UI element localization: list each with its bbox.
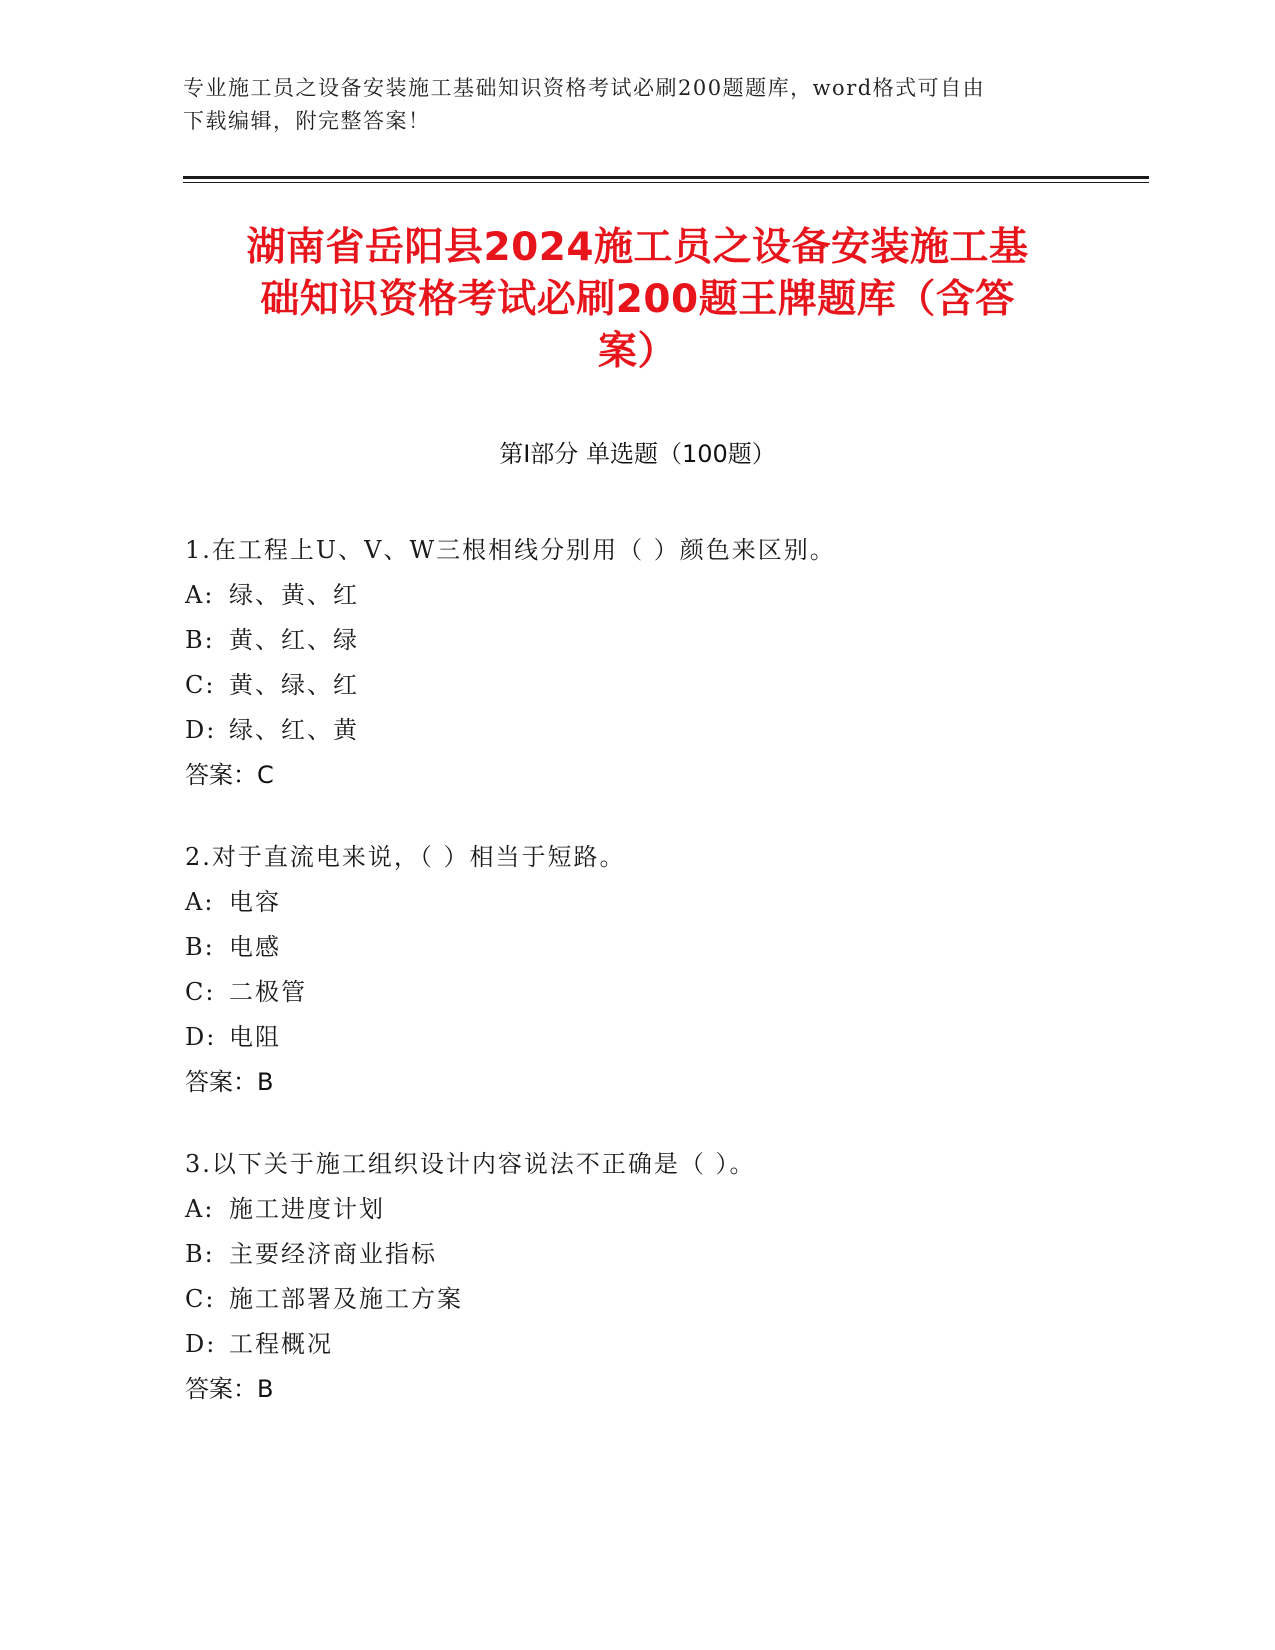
option-text: 黄、绿、红 [229,671,359,699]
title-line-2: 础知识资格考试必刷200题王牌题库（含答 [260,277,1015,322]
title-line-3: 案） [597,329,677,374]
option-text: 二极管 [229,978,307,1006]
option-d [185,1015,1105,1060]
option-text: 电感 [229,933,281,961]
option-key: D: [185,1023,217,1051]
question-list [185,528,1105,1449]
question-stem: 3.以下关于施工组织设计内容说法不正确是（ ）。 [185,1150,756,1178]
option-c [185,970,1105,1015]
header-divider-thick [183,176,1149,179]
header-note-line-1: 专业施工员之设备安装施工基础知识资格考试必刷200题题库，word格式可自由 [183,76,986,100]
option-key: D: [185,716,217,744]
option-text: 绿、黄、红 [229,581,359,609]
option-c [185,1277,1105,1322]
option-text: 施工进度计划 [229,1195,385,1223]
option-key: B: [185,1240,215,1268]
option-d [185,1322,1105,1367]
option-key: A: [185,888,215,916]
title-line-1: 湖南省岳阳县2024施工员之设备安装施工基 [246,225,1029,270]
option-a [185,1187,1105,1232]
option-key: A: [185,581,215,609]
question-stem: 1.在工程上U、V、W三根相线分别用（ ）颜色来区别。 [185,536,836,564]
option-text: 绿、红、黄 [229,716,359,744]
option-key: C: [185,978,216,1006]
question-item [185,835,1105,1105]
option-key: C: [185,671,216,699]
option-key: B: [185,626,215,654]
option-key: C: [185,1285,216,1313]
option-key: B: [185,933,215,961]
option-b [185,1232,1105,1277]
section-heading: 第I部分 单选题（100题） [499,440,776,468]
option-b [185,925,1105,970]
header-divider-thin [183,182,1149,183]
option-b [185,618,1105,663]
option-a [185,880,1105,925]
answer-label: 答案：B [185,1375,274,1403]
option-text: 施工部署及施工方案 [229,1285,463,1313]
option-text: 黄、红、绿 [229,626,359,654]
option-d [185,708,1105,753]
header-note [183,72,1063,138]
option-c [185,663,1105,708]
answer-label: 答案：C [185,761,274,789]
question-item [185,528,1105,798]
option-text: 主要经济商业指标 [229,1240,437,1268]
question-item [185,1142,1105,1412]
option-text: 电容 [229,888,281,916]
option-a [185,573,1105,618]
option-text: 电阻 [229,1023,281,1051]
option-text: 工程概况 [229,1330,333,1358]
header-note-line-2: 下载编辑，附完整答案！ [183,109,431,133]
option-key: A: [185,1195,215,1223]
answer-label: 答案：B [185,1068,274,1096]
option-key: D: [185,1330,217,1358]
document-title [170,222,1105,378]
question-stem: 2.对于直流电来说，（ ）相当于短路。 [185,843,626,871]
